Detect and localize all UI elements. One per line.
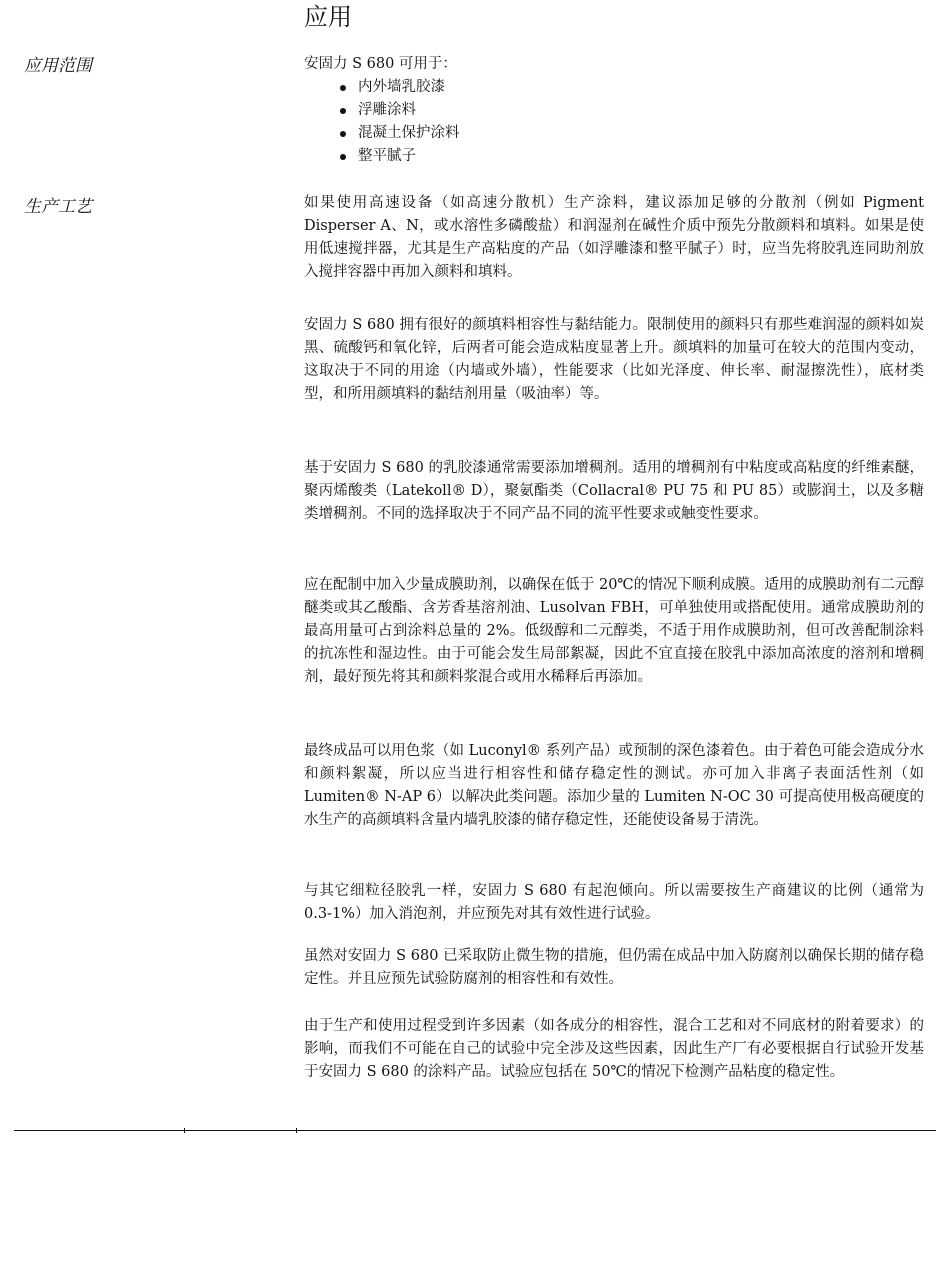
process-paragraph: 应在配制中加入少量成膜助剂，以确保在低于 20℃的情况下顺利成膜。适用的成膜助剂有二元醇醚类或其乙酸酯、含芳香基溶剂油、Lusolvan FBH，可单独使用或搭配使用。通常成膜助剂的最高用量可占到涂料总量的 2%。低级醇和二元醇类，不适于用作成膜助剂，但可改善配制涂料的抗冻性和湿边性。由于可能会发生局部絮凝，因此不宜直接在胶乳中添加高浓度的溶剂和增稠剂，最好预先将其和颜料浆混合或用水稀释后再添加。 [304,577,924,685]
list-item: 内外墙乳胶漆 [336,76,924,99]
process-paragraph: 安固力 S 680 拥有很好的颜填料相容性与黏结能力。限制使用的颜料只有那些难润湿的颜料如炭黑、硫酸钙和氧化锌，后两者可能会造成粘度显著上升。颜填料的加量可在较大的范围内变动，这取决于不同的用途（内墙或外墙），性能要求（比如光泽度、伸长率、耐湿擦洗性），底材类型，和所用颜填料的黏结剂用量（吸油率）等。 [304,317,924,402]
footer-rule-tick [296,1128,297,1133]
process-paragraph: 虽然对安固力 S 680 已采取防止微生物的措施，但仍需在成品中加入防腐剂以确保长期的储存稳定性。并且应预先试验防腐剂的相容性和有效性。 [304,948,924,987]
section-heading-process: 生产工艺 [24,197,92,217]
list-item: 整平腻子 [336,145,924,168]
list-item: 混凝土保护涂料 [336,122,924,145]
process-paragraph: 基于安固力 S 680 的乳胶漆通常需要添加增稠剂。适用的增稠剂有中粘度或高粘度的纤维素醚，聚丙烯酸类（Latekoll® D），聚氨酯类（Collacral® PU 75 和 PU 85）或膨润土，以及多糖类增稠剂。不同的选择取决于不同产品不同的流平性要求或触变性要求。 [304,460,924,522]
page-title: 应用 [304,3,352,31]
footer-rule-tick [184,1128,185,1133]
process-paragraph: 如果使用高速设备（如高速分散机）生产涂料，建议添加足够的分散剂（例如 Pigment Disperser A、N，或水溶性多磷酸盐）和润湿剂在碱性介质中预先分散颜料和填料。如果是使用低速搅拌器，尤其是生产高粘度的产品（如浮雕漆和整平腻子）时，应当先将胶乳连同助剂放入搅拌容器中再加入颜料和填料。 [304,195,924,280]
application-content [304,53,924,168]
application-list [304,76,924,168]
process-paragraph: 与其它细粒径胶乳一样，安固力 S 680 有起泡倾向。所以需要按生产商建议的比例（通常为 0.3-1%）加入消泡剂，并应预先对其有效性进行试验。 [304,883,924,922]
footer-rule [14,1130,936,1131]
list-item: 浮雕涂料 [336,99,924,122]
section-heading-application: 应用范围 [24,56,92,76]
process-paragraph: 由于生产和使用过程受到许多因素（如各成分的相容性，混合工艺和对不同底材的附着要求）的影响，而我们不可能在自己的试验中完全涉及这些因素，因此生产厂有必要根据自行试验开发基于安固力 S 680 的涂料产品。试验应包括在 50℃的情况下检测产品粘度的稳定性。 [304,1018,924,1080]
application-intro: 安固力 S 680 可用于： [304,56,457,72]
process-paragraph: 最终成品可以用色浆（如 Luconyl® 系列产品）或预制的深色漆着色。由于着色可能会造成分水和颜料絮凝，所以应当进行相容性和储存稳定性的测试。亦可加入非离子表面活性剂（如 Lumiten® N-AP 6）以解决此类问题。添加少量的 Lumiten N-OC 30 可提高使用极高硬度的水生产的高颜填料含量内墙乳胶漆的储存稳定性，还能使设备易于清洗。 [304,743,924,828]
